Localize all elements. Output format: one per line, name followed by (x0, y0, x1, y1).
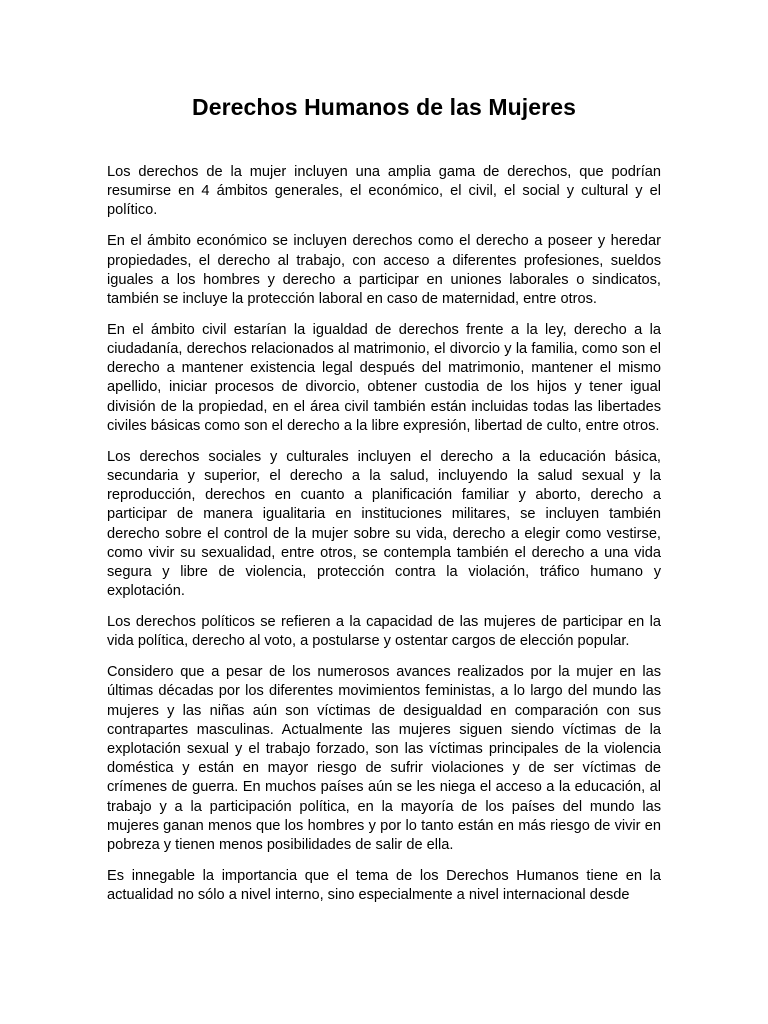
paragraph-intro: Los derechos de la mujer incluyen una amplia gama de derechos, que podrían resumirse en 4 ámbitos generales, el económico, el civil, el social y cultural y el político. (107, 164, 661, 219)
paragraph-social-cultural-rights: Los derechos sociales y culturales incluyen el derecho a la educación básica, secundaria y superior, el derecho a la salud, incluyendo la salud sexual y la reproducción, derechos en cuanto a planificación familiar y aborto, derecho a participar de manera igualitaria en instituciones militares, se incluyen también derecho sobre el control de la mujer sobre su vida, derecho a elegir como vestirse, como vivir su sexualidad, entre otros, se contempla también el derecho a una vida segura y libre de violencia, protección contra la violación, tráfico humano y explotación. (107, 448, 661, 600)
paragraph-opinion: Considero que a pesar de los numerosos avances realizados por la mujer en las últimas décadas por los diferentes movimientos feministas, a lo largo del mundo las mujeres y las niñas aún son víctimas de desigualdad en comparación con sus contrapartes masculinas. Actualmente las mujeres siguen siendo víctimas de la explotación sexual y el trabajo forzado, son las víctimas principales de la violencia doméstica y están en mayor riesgo de sufrir violaciones y de ser víctimas de crímenes de guerra. En muchos países aún se les niega el acceso a la educación, al trabajo y a la participación política, en la mayoría de los países del mundo las mujeres ganan menos que los hombres y por lo tanto están en más riesgo de vivir en pobreza y tienen menos posibilidades de salir de ella. (107, 664, 661, 853)
paragraph-economic-rights: En el ámbito económico se incluyen derechos como el derecho a poseer y heredar propiedades, el derecho al trabajo, con acceso a diferentes profesiones, sueldos iguales a los hombres y derecho a participar en uniones laborales o sindicatos, también se incluye la protección laboral en caso de maternidad, entre otros. (107, 233, 661, 307)
paragraph-conclusion: Es innegable la importancia que el tema de los Derechos Humanos tiene en la actualidad no sólo a nivel interno, sino especialmente a nivel internacional desde (107, 867, 661, 904)
document-body (107, 163, 661, 917)
paragraph-political-rights: Los derechos políticos se refieren a la capacidad de las mujeres de participar en la vida política, derecho al voto, a postularse y ostentar cargos de elección popular. (107, 614, 661, 650)
document-title: Derechos Humanos de las Mujeres (191, 94, 576, 120)
paragraph-civil-rights: En el ámbito civil estarían la igualdad de derechos frente a la ley, derecho a la ciudadanía, derechos relacionados al matrimonio, el divorcio y la familia, como son el derecho a mantener existencia legal después del matrimonio, mantener el mismo apellido, iniciar procesos de divorcio, obtener custodia de los hijos y tener igual división de la propiedad, en el área civil también están incluidas todas las libertades civiles básicas como son el derecho a la libre expresión, libertad de culto, entre otros. (107, 321, 661, 434)
